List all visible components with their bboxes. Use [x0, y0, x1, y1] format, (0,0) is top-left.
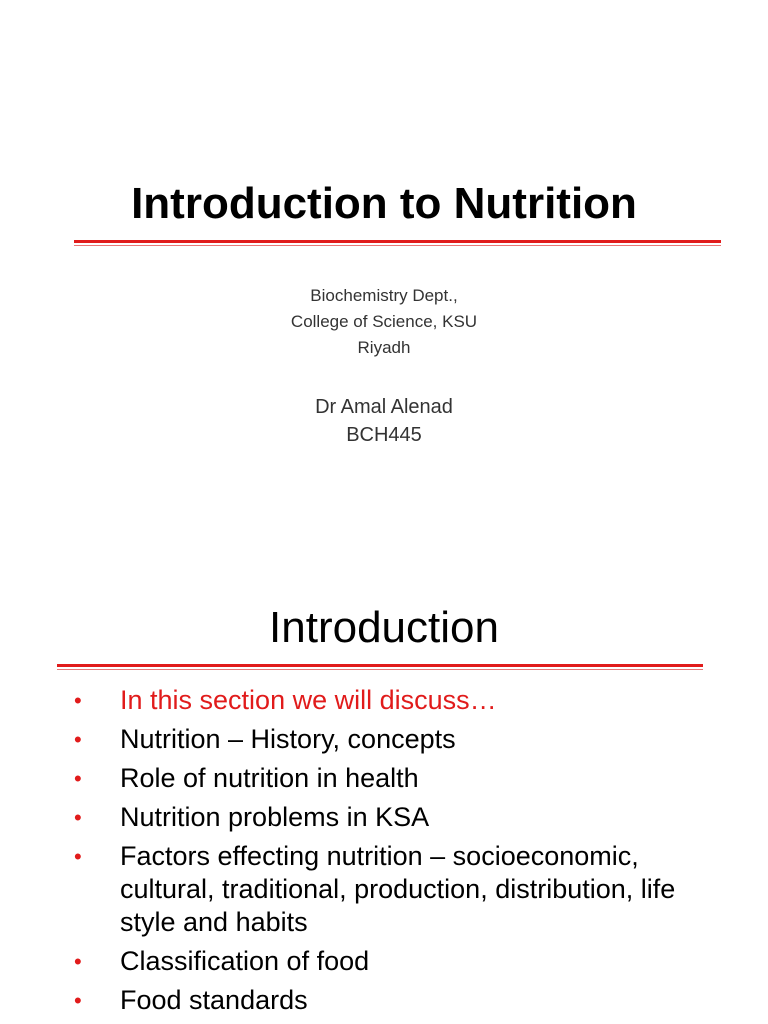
bullet-dot-icon: •	[74, 988, 82, 1013]
underline-thick	[57, 664, 703, 667]
bullet-item	[0, 723, 768, 756]
bullet-text: Classification of food	[120, 946, 370, 976]
author-block	[0, 393, 768, 449]
department-line: Biochemistry Dept.,	[310, 286, 458, 305]
bullet-dot-icon: •	[74, 727, 82, 752]
bullet-item	[0, 762, 768, 795]
bullet-dot-icon: •	[74, 844, 82, 869]
bullet-dot-icon: •	[74, 766, 82, 791]
slide-title: Introduction	[269, 603, 499, 652]
department-block	[0, 283, 768, 361]
underline-thin	[74, 245, 721, 246]
bullet-list	[0, 684, 768, 1023]
bullet-dot-icon: •	[74, 949, 82, 974]
bullet-item	[0, 984, 768, 1017]
bullet-item	[0, 801, 768, 834]
bullet-text: Factors effecting nutrition – socioeconomic, cultural, traditional, production, distribution, life style and habits	[120, 841, 676, 937]
bullet-item	[0, 945, 768, 978]
course-code: BCH445	[346, 424, 422, 446]
underline-thin	[57, 669, 703, 670]
bullet-text: Role of nutrition in health	[120, 763, 419, 793]
department-line: Riyadh	[357, 338, 411, 357]
bullet-text: Food standards	[120, 985, 308, 1015]
underline-thick	[74, 240, 721, 243]
bullet-text: In this section we will discuss…	[120, 685, 497, 715]
author-name: Dr Amal Alenad	[315, 396, 453, 418]
bullet-item	[0, 840, 768, 939]
department-line: College of Science, KSU	[290, 312, 478, 331]
introduction-slide	[0, 540, 768, 1024]
slide-title: Introduction to Nutrition	[131, 179, 637, 228]
bullet-item	[0, 684, 768, 717]
bullet-text: Nutrition problems in KSA	[120, 802, 430, 832]
bullet-dot-icon: •	[74, 688, 82, 713]
bullet-text: Nutrition – History, concepts	[120, 724, 456, 754]
bullet-dot-icon: •	[74, 805, 82, 830]
